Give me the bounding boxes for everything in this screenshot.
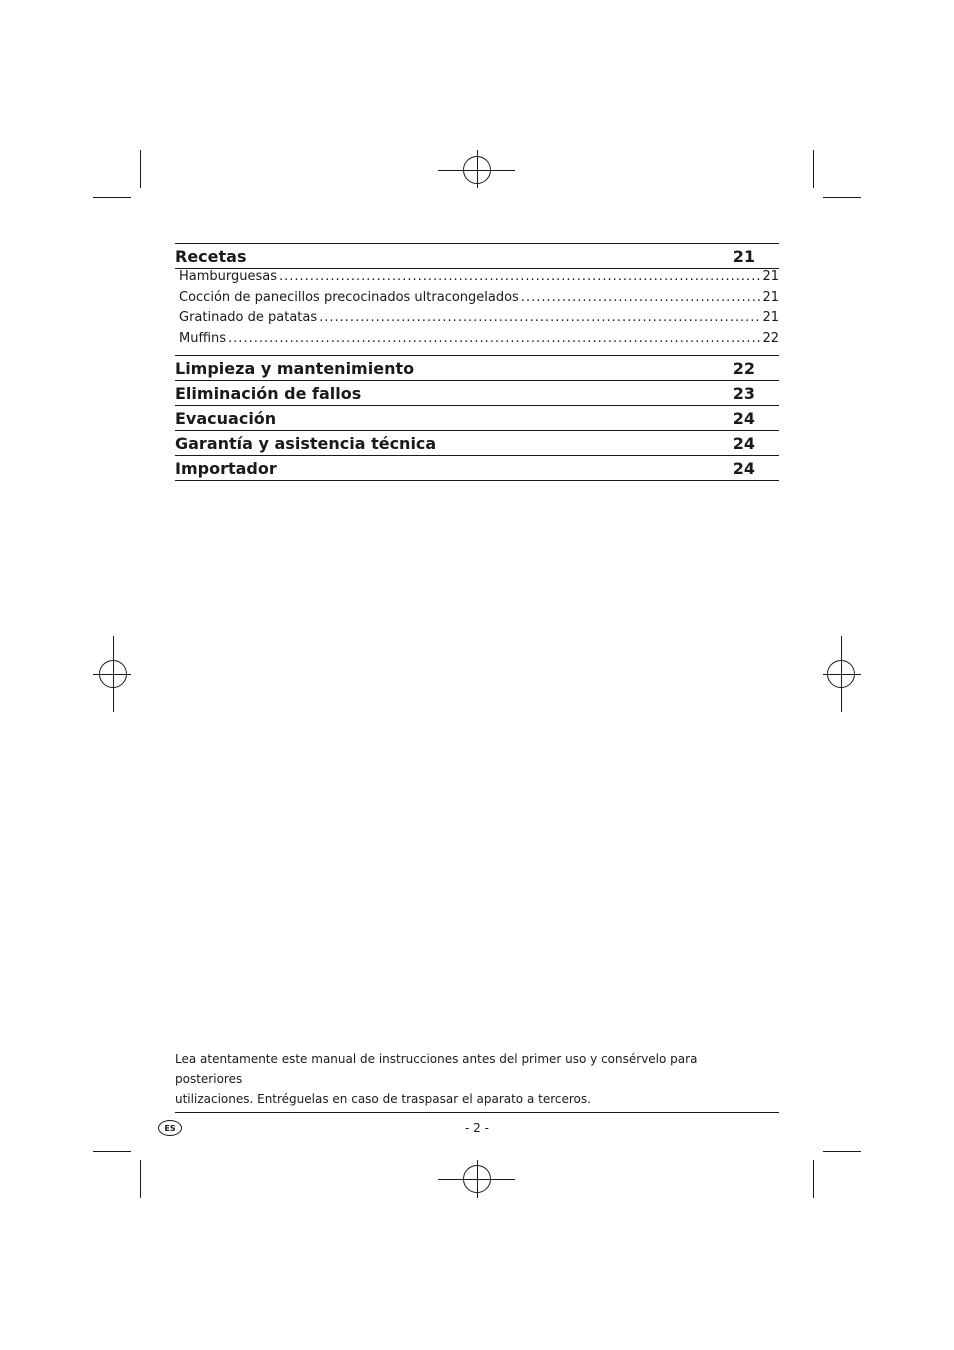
toc-leader-dots [279, 269, 760, 284]
toc-leader-dots [228, 331, 760, 346]
toc-heading [175, 431, 779, 455]
toc-heading-page: 24 [732, 408, 755, 428]
table-of-contents [175, 243, 779, 481]
toc-heading-page: 21 [732, 246, 755, 266]
toc-subentry-coccion[interactable] [179, 290, 779, 311]
toc-heading-title: Garantía y asistencia técnica [175, 433, 437, 453]
toc-subentry-label: Muffins [179, 330, 227, 346]
note-line-2: utilizaciones. Entréguelas en caso de traspasar el aparato a terceros. [175, 1092, 591, 1106]
toc-subentry-label: Gratinado de patatas [179, 310, 318, 325]
toc-heading [175, 456, 779, 480]
toc-section-eliminacion[interactable] [175, 380, 779, 405]
read-instructions-note [175, 1049, 735, 1109]
toc-subentry-page: 21 [762, 310, 779, 325]
toc-subentry-hamburguesas[interactable] [179, 269, 779, 290]
toc-heading [175, 381, 779, 405]
toc-heading-title: Importador [175, 458, 277, 478]
toc-heading-title: Evacuación [175, 408, 277, 428]
toc-subentry-page: 22 [762, 330, 779, 346]
toc-subentry-page: 21 [762, 269, 779, 284]
toc-subentry-gratinado[interactable] [179, 310, 779, 331]
toc-leader-dots [521, 290, 761, 305]
toc-heading [175, 356, 779, 380]
page-number: - 2 - [465, 1121, 489, 1135]
toc-subentry-label: Cocción de panecillos precocinados ultracongelados [179, 289, 519, 305]
toc-heading-title: Limpieza y mantenimiento [175, 358, 415, 378]
toc-section-importador[interactable] [175, 455, 779, 481]
toc-heading-page: 24 [732, 433, 755, 453]
toc-heading-page: 22 [732, 358, 755, 378]
toc-section-garantia[interactable] [175, 430, 779, 455]
toc-heading-title: Eliminación de fallos [175, 383, 362, 403]
toc-subentry-label: Hamburguesas [179, 269, 278, 284]
footer-divider [175, 1112, 779, 1113]
toc-heading [175, 406, 779, 430]
toc-heading-page: 24 [732, 458, 755, 478]
toc-subentry-muffins[interactable] [179, 331, 779, 352]
toc-section-recetas[interactable] [175, 243, 779, 355]
toc-leader-dots [319, 310, 760, 325]
toc-heading-title: Recetas [175, 246, 247, 266]
toc-subentries [175, 268, 779, 355]
toc-subentry-page: 21 [762, 289, 779, 305]
toc-section-evacuacion[interactable] [175, 405, 779, 430]
toc-section-limpieza[interactable] [175, 355, 779, 380]
note-line-1: Lea atentamente este manual de instrucciones antes del primer uso y consérvelo para posteriores [175, 1052, 698, 1086]
language-badge: ES [158, 1120, 182, 1136]
toc-heading-page: 23 [732, 383, 755, 403]
toc-heading [175, 244, 779, 268]
